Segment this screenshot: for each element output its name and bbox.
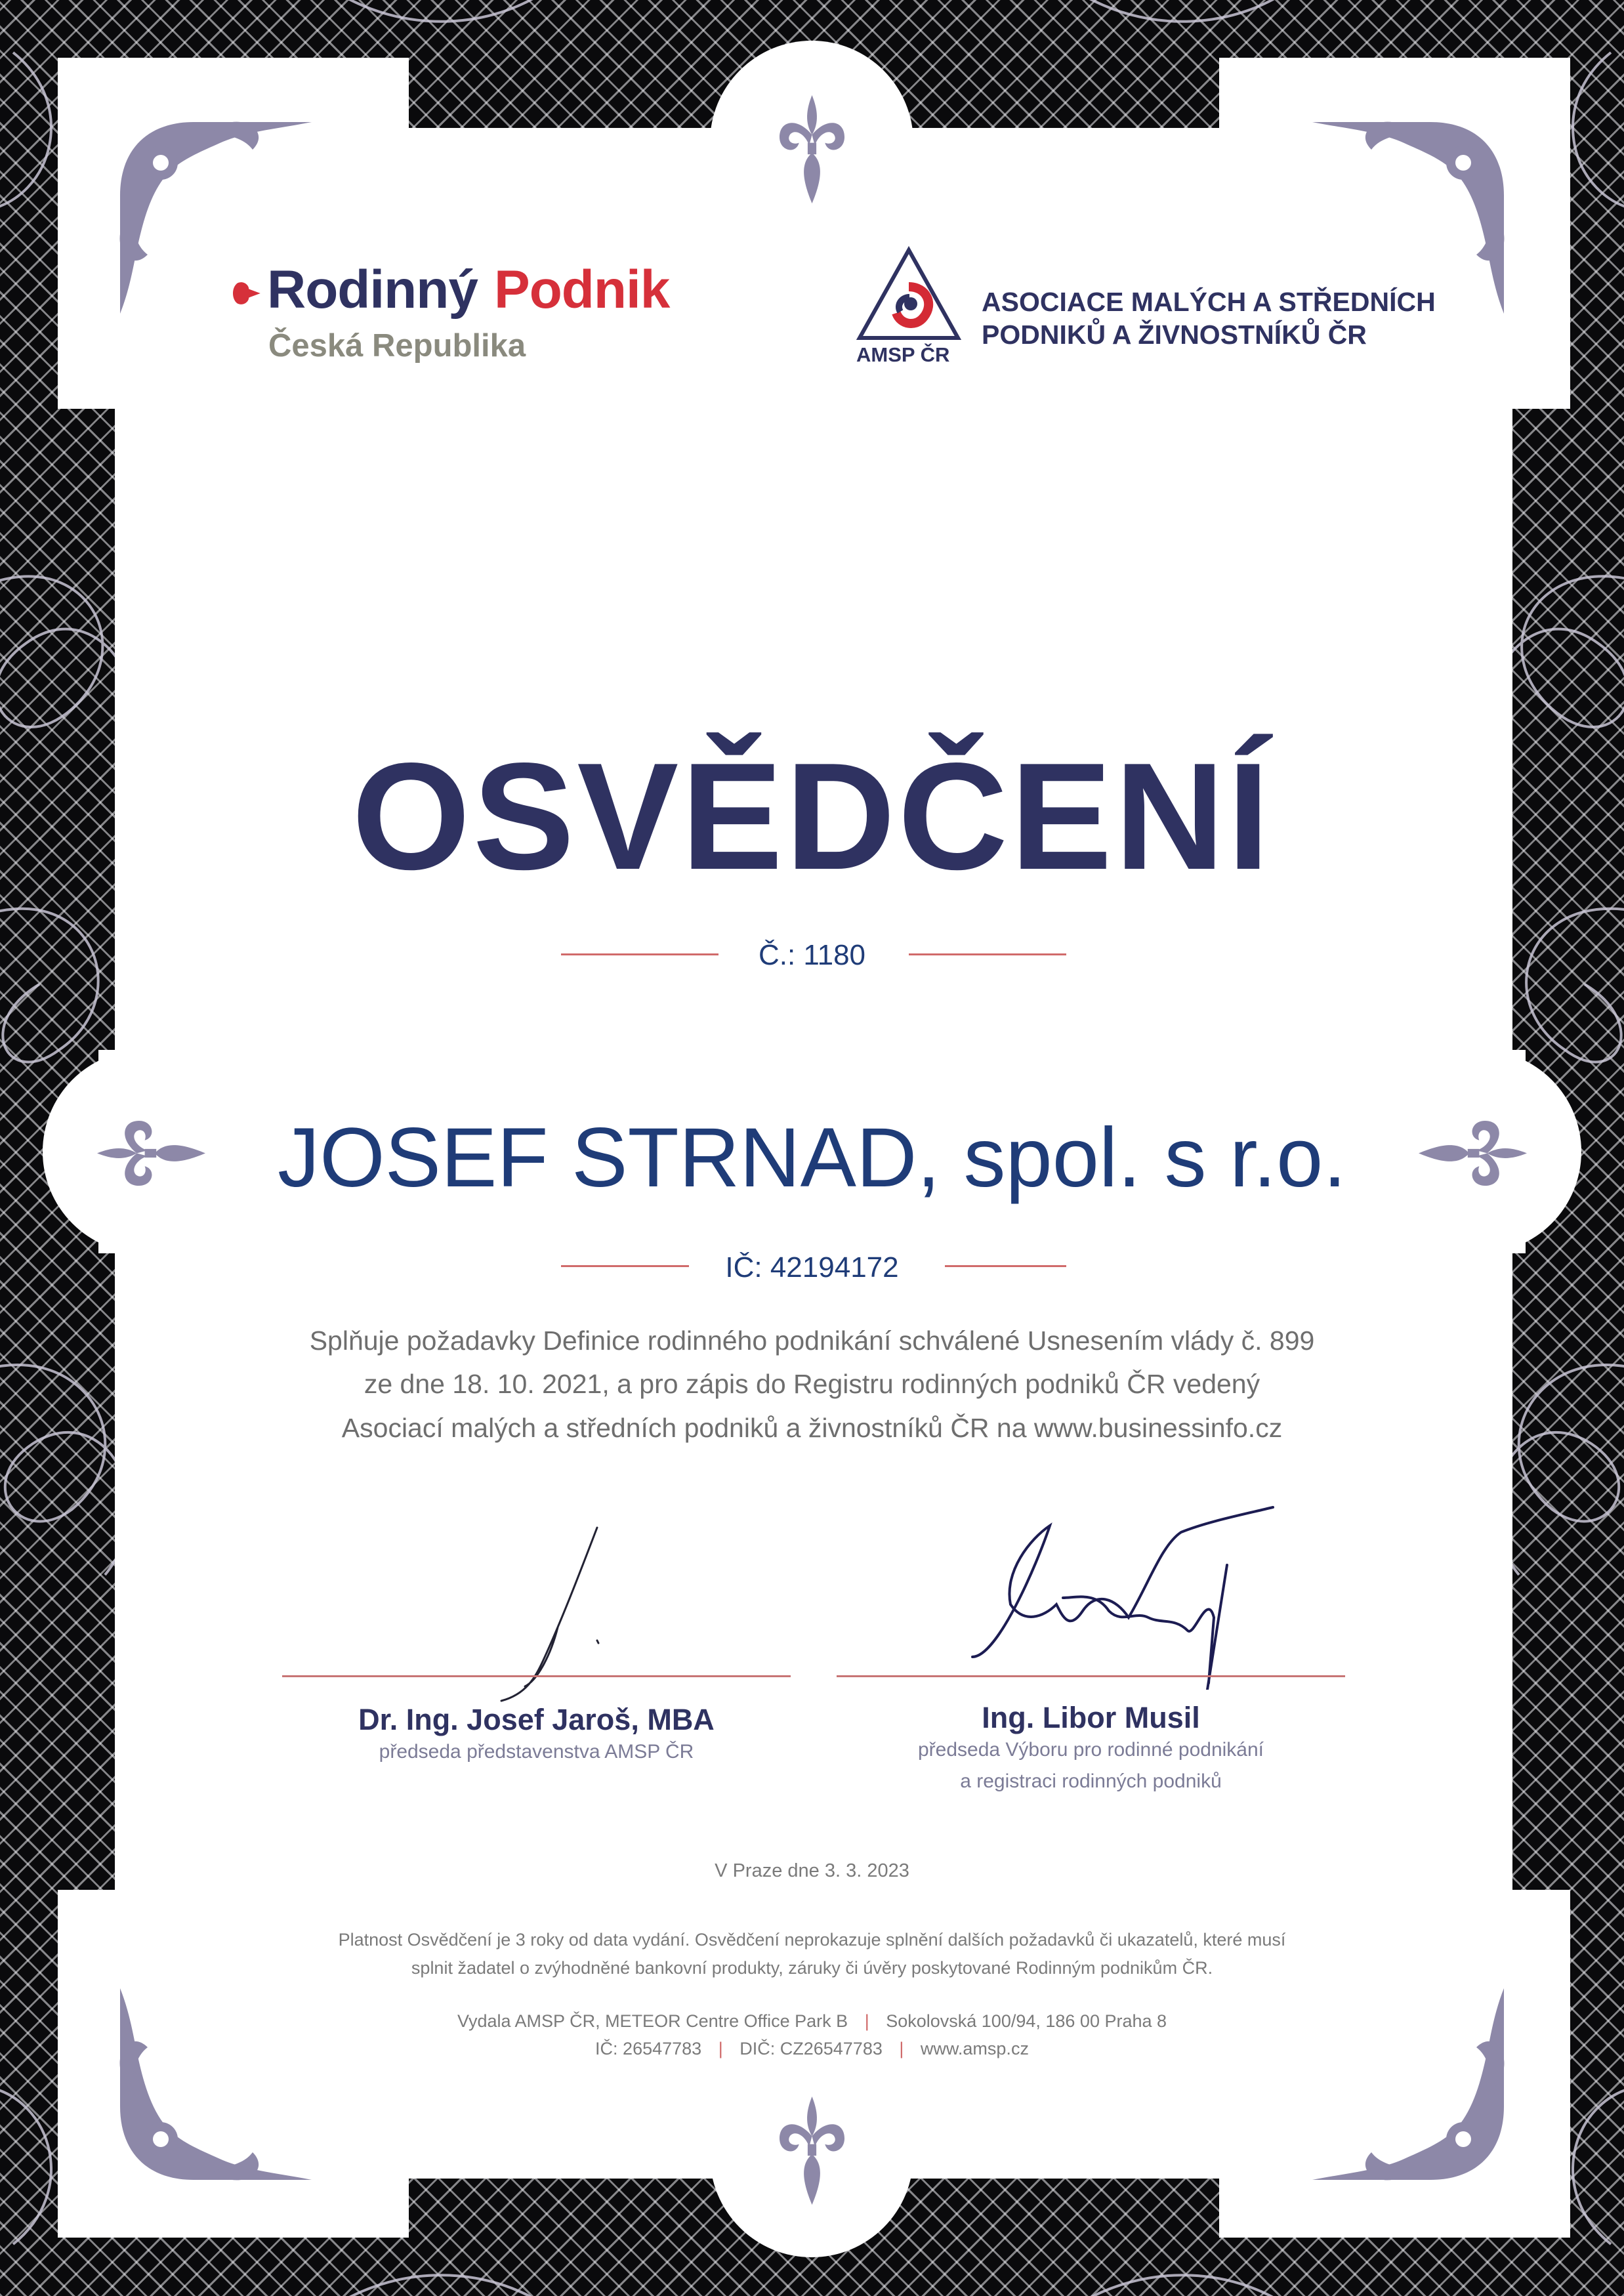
- amsp-triangle-icon: [853, 246, 965, 354]
- issuer-line: [0, 2009, 1624, 2033]
- issuer-ic: IČ: 26547783: [595, 2039, 702, 2058]
- issuer-website: www.amsp.cz: [920, 2039, 1029, 2058]
- company-name: JOSEF STRNAD, spol. s r.o.: [278, 1111, 1346, 1205]
- registration-line: [0, 2037, 1624, 2060]
- signatory-1-role: předseda představenstva AMSP ČR: [379, 1741, 694, 1763]
- certificate-number: Č.: 1180: [758, 939, 866, 971]
- body-line-2: ze dne 18. 10. 2021, a pro zápis do Registru rodinných podniků ČR vedený: [364, 1369, 1260, 1399]
- amsp-name-line1: ASOCIACE MALÝCH A STŘEDNÍCH: [982, 287, 1436, 317]
- rodinny-podnik-logo: [233, 259, 692, 377]
- certificate-title: OSVĚDČENÍ: [352, 732, 1272, 902]
- validity-line-2: splnit žadatel o zvýhodněné bankovní produkty, záruky či úvěry poskytované Rodinným podnikům ČR.: [411, 1958, 1213, 1978]
- logo-country: Česká Republika: [268, 328, 526, 364]
- footer-separator-1: |: [864, 2011, 869, 2031]
- signatory-2-role-line-2: a registraci rodinných podniků: [960, 1770, 1222, 1792]
- footer-separator-2: |: [718, 2039, 723, 2058]
- footer-separator-3: |: [899, 2039, 904, 2058]
- company-id: IČ: 42194172: [725, 1251, 899, 1284]
- heart-icon: [233, 279, 262, 308]
- amsp-mark-text: AMSP ČR: [856, 343, 950, 366]
- issuer-name: Vydala AMSP ČR, METEOR Centre Office Park B: [457, 2011, 848, 2031]
- signature-line-1: [282, 1675, 791, 1677]
- signatory-2-role-line-1: předseda Výboru pro rodinné podnikání: [917, 1739, 1264, 1761]
- fleur-top-ornament: [774, 95, 850, 203]
- validity-line-1: Platnost Osvědčení je 3 roky od data vydání. Osvědčení neprokazuje splnění dalších požadavků či ukazatelů, které musí: [338, 1930, 1286, 1950]
- signature-line-2: [837, 1675, 1345, 1677]
- logo-word-rodinny: Rodinný: [267, 260, 478, 320]
- signatory-1-name: Dr. Ing. Josef Jaroš, MBA: [358, 1703, 715, 1736]
- issuer-address: Sokolovská 100/94, 186 00 Praha 8: [886, 2011, 1167, 2031]
- signature-2: [965, 1499, 1293, 1690]
- fleur-bottom-ornament: [774, 2097, 850, 2205]
- body-line-3: Asociací malých a středních podniků a živnostníků ČR na www.businessinfo.cz: [341, 1413, 1283, 1443]
- issuer-dic: DIČ: CZ26547783: [739, 2039, 883, 2058]
- place-date: V Praze dne 3. 3. 2023: [715, 1860, 909, 1881]
- signature-1: [486, 1522, 617, 1706]
- logo-word-podnik: Podnik: [494, 260, 670, 320]
- amsp-name-line2: PODNIKŮ A ŽIVNOSTNÍKŮ ČR: [982, 320, 1367, 350]
- body-line-1: Splňuje požadavky Definice rodinného podnikání schválené Usnesením vlády č. 899: [309, 1325, 1315, 1356]
- signatory-2-name: Ing. Libor Musil: [982, 1701, 1200, 1734]
- amsp-logo: [853, 246, 1436, 377]
